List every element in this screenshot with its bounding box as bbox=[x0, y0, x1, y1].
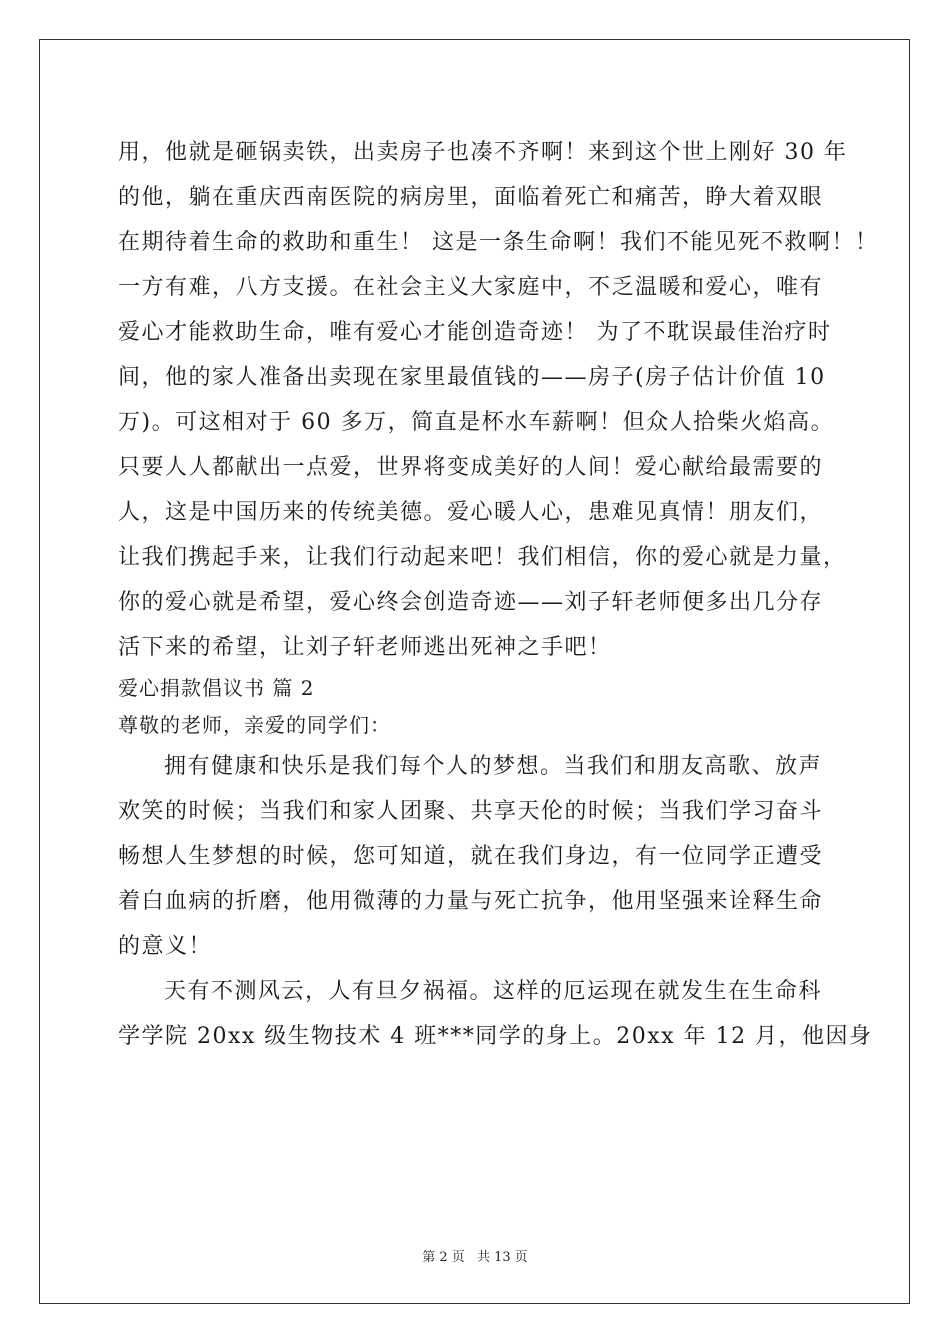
paragraph-line: 的意义！ bbox=[118, 934, 213, 959]
paragraph-line: 欢笑的时候；当我们和家人团聚、共享天伦的时候；当我们学习奋斗 bbox=[118, 799, 824, 824]
body-line: 只要人人都献出一点爱，世界将变成美好的人间！爱心献给最需要的 bbox=[118, 455, 824, 480]
body-line: 的他，躺在重庆西南医院的病房里，面临着死亡和痛苦，睁大着双眼 bbox=[118, 185, 824, 210]
section-title: 爱心捐款倡议书 篇 2 bbox=[118, 676, 315, 700]
page-number: 第 2 页 bbox=[422, 1250, 465, 1265]
body-line: 用，他就是砸锅卖铁，出卖房子也凑不齐啊！来到这个世上刚好 30 年 bbox=[118, 140, 848, 165]
body-line: 在期待着生命的救助和重生！ 这是一条生命啊！我们不能见死不救啊！！ bbox=[118, 230, 879, 255]
document-body bbox=[118, 130, 879, 1059]
body-line: 活下来的希望，让刘子轩老师逃出死神之手吧！ bbox=[118, 635, 612, 660]
body-line: 间，他的家人准备出卖现在家里最值钱的——房子(房子估计价值 10 bbox=[118, 365, 826, 390]
body-line: 万)。可这相对于 60 多万，简直是杯水车薪啊！但众人拾柴火焰高。 bbox=[118, 410, 835, 435]
paragraph-line: 学学院 20xx 级生物技术 4 班***同学的身上。20xx 年 12 月，他因身 bbox=[118, 1024, 873, 1049]
body-line: 人，这是中国历来的传统美德。爱心暖人心，患难见真情！朋友们， bbox=[118, 500, 824, 525]
page-total: 共 13 页 bbox=[476, 1250, 528, 1265]
paragraph-line: 天有不测风云，人有旦夕祸福。这样的厄运现在就发生在生命科 bbox=[164, 979, 823, 1004]
salutation: 尊敬的老师，亲爱的同学们： bbox=[118, 713, 391, 737]
paragraph-line: 着白血病的折磨，他用微薄的力量与死亡抗争，他用坚强来诠释生命 bbox=[118, 889, 824, 914]
body-line: 一方有难，八方支援。在社会主义大家庭中，不乏温暖和爱心，唯有 bbox=[118, 275, 824, 300]
paragraph-line: 拥有健康和快乐是我们每个人的梦想。当我们和朋友高歌、放声 bbox=[164, 754, 823, 779]
body-line: 你的爱心就是希望，爱心终会创造奇迹——刘子轩老师便多出几分存 bbox=[118, 590, 824, 615]
page-footer bbox=[0, 1246, 950, 1265]
body-line: 让我们携起手来，让我们行动起来吧！我们相信，你的爱心就是力量， bbox=[118, 545, 847, 570]
body-line: 爱心才能救助生命，唯有爱心才能创造奇迹！ 为了不耽误最佳治疗时 bbox=[118, 320, 832, 345]
paragraph-line: 畅想人生梦想的时候，您可知道，就在我们身边，有一位同学正遭受 bbox=[118, 844, 824, 869]
